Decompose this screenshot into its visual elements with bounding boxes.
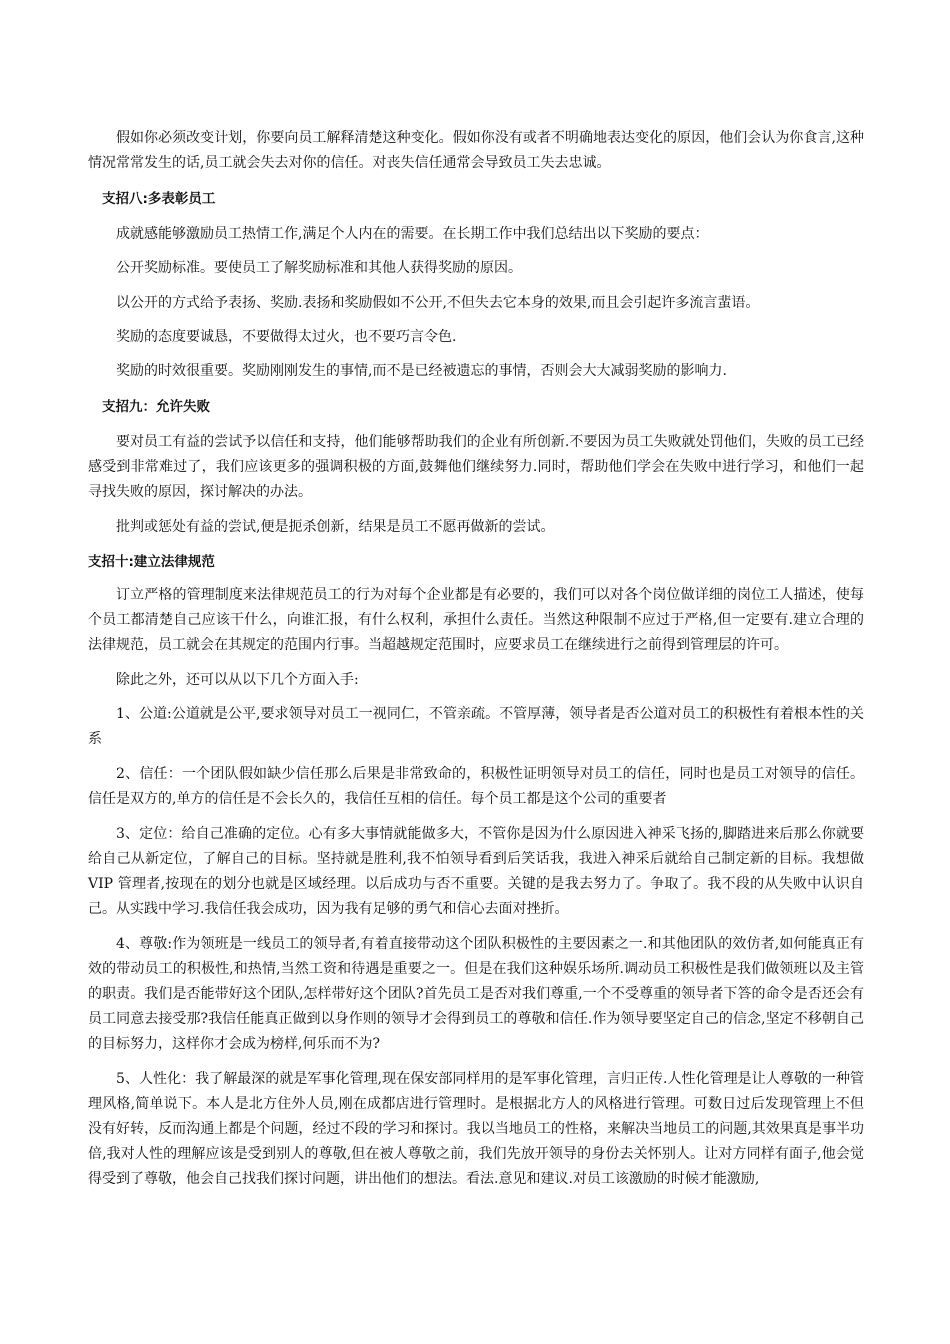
section-heading: 支招九：允许失败 bbox=[102, 399, 210, 415]
list-item: 2、信任：一个团队假如缺少信任那么后果是非常致命的，积极性证明领导对员工的信任，同时也是员工对领导的信任。信任是双方的,单方的信任是不会长久的，我信任互相的信任。每个员工都是这个公司的重要者 bbox=[88, 766, 864, 807]
list-item: 3、定位：给自己准确的定位。心有多大事情就能做多大，不管你是因为什么原因进入神采飞扬的,脚踏进来后那么你就要给自己从新定位，了解自己的目标。坚持就是胜利,我不怕领导看到后笑话我，我进入神采后就给自己制定新的目标。我想做 VIP 管理者,按现在的划分也就是区域经理。以后成功与否不重要。关键的是我去努力了。争取了。我不段的从失败中认识自己。从实践中学习.我信任我会成功，因为我有足够的勇气和信心去面对挫折。 bbox=[88, 826, 864, 917]
list-item: 4、尊敬:作为领班是一线员工的领导者,有着直接带动这个团队积极性的主要因素之一.和其他团队的效仿者,如何能真正有效的带动员工的积极性,和热情,当然工资和待遇是重要之一。但是在我们这种娱乐场所.调动员工积极性是我们做领班以及主管的职责。我们是否能带好这个团队,怎样带好这个团队?首先员工是否对我们尊重,一个不受尊重的领导者下答的命令是否还会有员工同意去接受那?我信任能真正做到以身作则的领导才会得到员工的尊敬和信任.作为领导要坚定自己的信念,坚定不移朝自己的目标努力，这样你才会成为榜样,何乐而不为? bbox=[88, 936, 864, 1052]
paragraph: 批判或惩处有益的尝试,便是扼杀创新，结果是员工不愿再做新的尝试。 bbox=[116, 519, 555, 535]
paragraph: 假如你必须改变计划，你要向员工解释清楚这种变化。假如你没有或者不明确地表达变化的原因，他们会认为你食言,这种情况常常发生的话,员工就会失去对你的信任。对丧失信任通常会导致员工失去忠诚。 bbox=[88, 130, 864, 171]
paragraph: 订立严格的管理制度来法律规范员工的行为对每个企业都是有必要的，我们可以对各个岗位做详细的岗位工人描述，使每个员工都清楚自己应该干什么，向谁汇报，有什么权利，承担什么责任。当然这种限制不应过于严格,但一定要有.建立合理的法律规范，员工就会在其规定的范围内行事。当超越规定范围时，应要求员工在继续进行之前得到管理层的许可。 bbox=[88, 587, 864, 653]
section-heading: 支招八:多表彰员工 bbox=[102, 191, 216, 207]
paragraph: 要对员工有益的尝试予以信任和支持，他们能够帮助我们的企业有所创新.不要因为员工失败就处罚他们，失败的员工已经感受到非常难过了，我们应该更多的强调积极的方面,鼓舞他们继续努力.同时，帮助他们学会在失败中进行学习，和他们一起寻找失败的原因，探讨解决的办法。 bbox=[88, 434, 864, 500]
section-heading: 支招十:建立法律规范 bbox=[88, 554, 215, 570]
paragraph: 奖励的时效很重要。奖励刚刚发生的事情,而不是已经被遗忘的事情，否则会大大减弱奖励的影响力. bbox=[116, 363, 727, 379]
paragraph: 成就感能够激励员工热情工作,满足个人内在的需要。在长期工作中我们总结出以下奖励的要点： bbox=[116, 226, 709, 242]
paragraph: 公开奖励标准。要使员工了解奖励标准和其他人获得奖励的原因。 bbox=[116, 260, 522, 276]
paragraph: 除此之外，还可以从以下几个方面入手: bbox=[116, 672, 359, 688]
paragraph: 以公开的方式给予表扬、奖励.表扬和奖励假如不公开,不但失去它本身的效果,而且会引起许多流言蜚语。 bbox=[116, 295, 760, 311]
list-item: 1、公道:公道就是公平,要求领导对员工一视同仁，不管亲疏。不管厚薄，领导者是否公道对员工的积极性有着根本性的关系 bbox=[88, 706, 864, 747]
paragraph: 奖励的态度要诚恳，不要做得太过火，也不要巧言令色. bbox=[116, 329, 457, 345]
list-item: 5、人性化：我了解最深的就是军事化管理,现在保安部同样用的是军事化管理，言归正传.人性化管理是让人尊敬的一种管理风格,简单说下。本人是北方住外人员,刚在成都店进行管理时。是根据北方人的风格进行管理。可数日过后发现管理上不但没有好转，反而沟通上都是个问题，经过不段的学习和探讨。我以当地员工的性格，来解决当地员工的问题,其效果真是事半功倍,我对人性的理解应该是受到别人的尊敬,但在被人尊敬之前，我们先放开领导的身份去关怀别人。让对方同样有面子,他会觉得受到了尊敬，他会自己找我们探讨问题，讲出他们的想法。看法.意见和建议.对员工该激励的时候才能激励, bbox=[88, 1071, 864, 1187]
